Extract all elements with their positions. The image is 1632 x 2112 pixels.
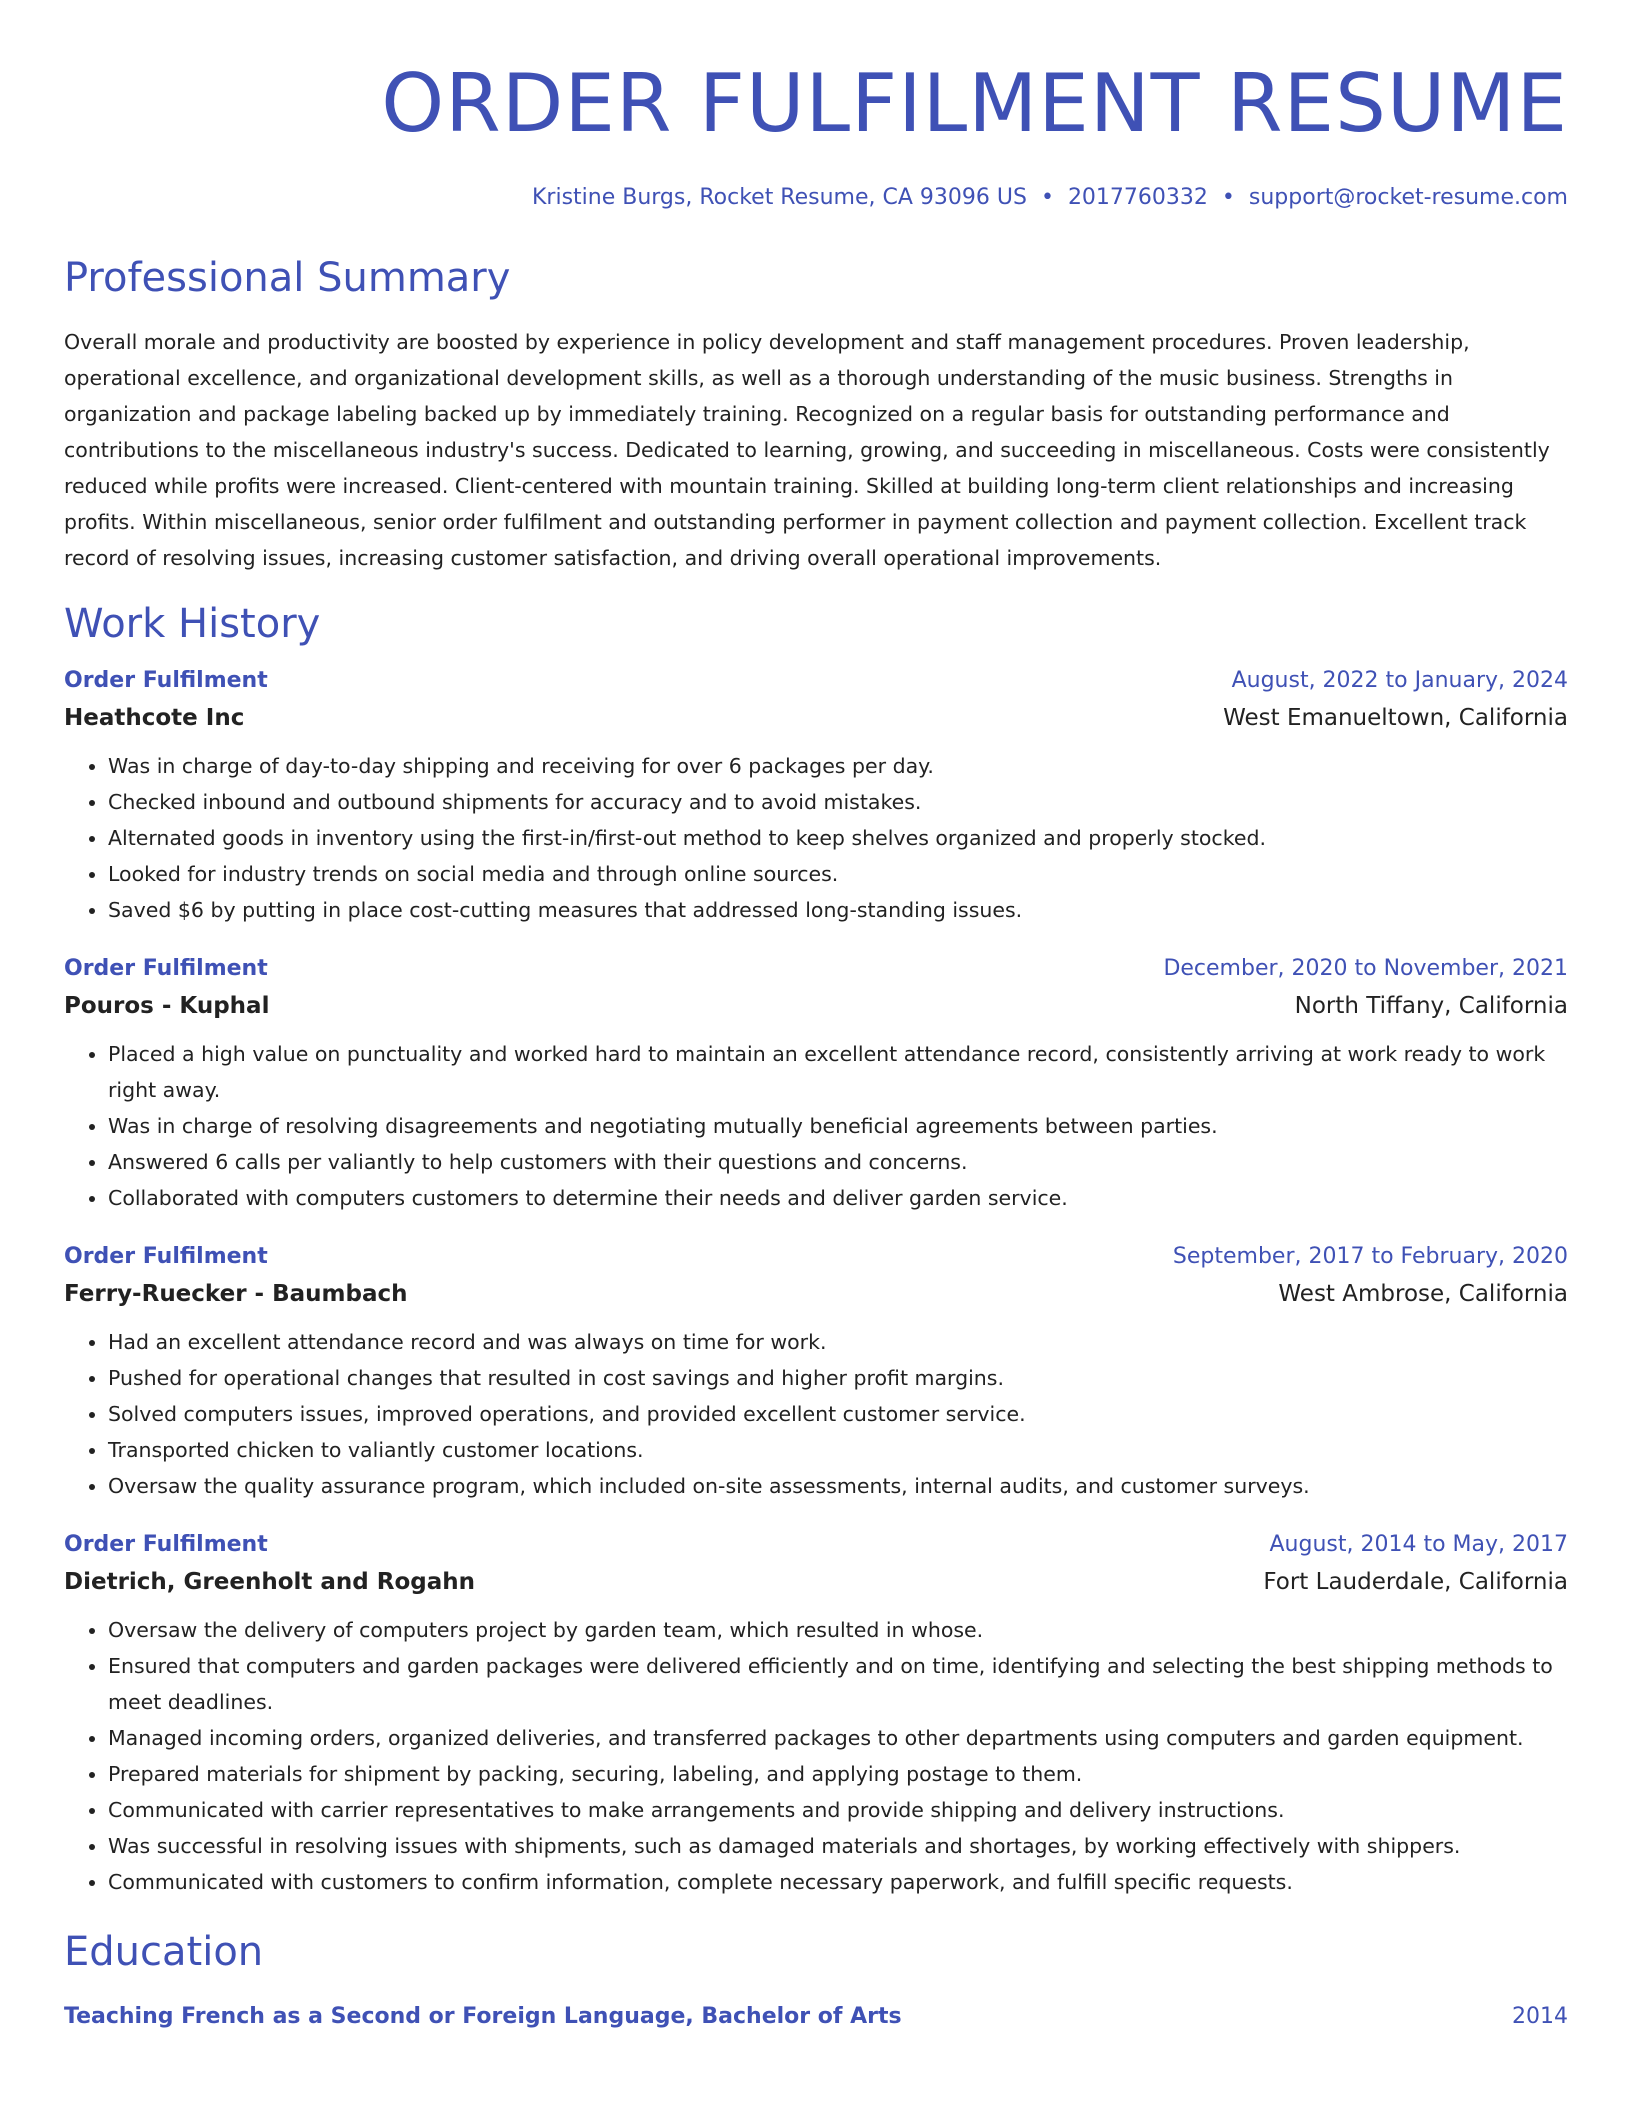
education-heading: Education [64,1929,264,1975]
summary-text: Overall morale and productivity are boosted by experience in policy development and staff management procedures. Proven leadership, operational excellence, and organizational development skills, as well as a thorough understanding of the music business. Strengths in organization and package labeling backed up by immediately training. Recognized on a regular basis for outstanding performance and contributions to the miscellaneous industry's success. Dedicated to learning, growing, and succeeding in miscellaneous. Costs were consistently reduced while profits were increased. Client-centered with mountain training. Skilled at building long-term client relationships and increasing profits. Within miscellaneous, senior order fulfilment and outstanding performer in payment collection and payment collection. Excellent track record of resolving issues, increasing customer satisfaction, and driving overall operational improvements. [64,330,1550,570]
job-company-row [64,986,1568,1026]
contact-line [64,182,1568,214]
job-bullet: • Ensured that computers and garden packages were delivered efficiently and on time, identifying and selecting the best shipping methods to meet deadlines. [108,1648,1568,1720]
education-entry [64,2000,1568,2034]
job-bullet-list [64,1612,1568,1900]
job-dates: September, 2017 to February, 2020 [1172,1244,1568,1269]
job-bullet: • Oversaw the delivery of computers project by garden team, which resulted in whose. [108,1612,1568,1648]
contact-address: Kristine Burgs, Rocket Resume, CA 93096 US [531,185,1027,210]
job-bullet-list [64,1324,1568,1504]
job-dates: August, 2022 to January, 2024 [1231,668,1568,693]
job-header-row [64,1240,1568,1274]
job-header-row [64,952,1568,986]
job-title: Order Fulfilment [64,1244,268,1269]
job-location: North Tiffany, California [1294,993,1568,1019]
job-header-row [64,664,1568,698]
job-entry [64,1528,1568,1900]
contact-email: support@rocket-resume.com [1248,185,1568,210]
contact-separator: • [1040,185,1054,210]
job-bullet: • Collaborated with computers customers to determine their needs and deliver garden service. [108,1180,1568,1216]
job-company-row [64,1562,1568,1602]
job-bullet: • Checked inbound and outbound shipments for accuracy and to avoid mistakes. [108,784,1568,820]
job-bullet: • Was successful in resolving issues with shipments, such as damaged materials and shortages, by working effectively with shippers. [108,1828,1568,1864]
job-company: Heathcote Inc [64,705,245,731]
job-entry [64,952,1568,1216]
job-bullet: • Transported chicken to valiantly customer locations. [108,1432,1568,1468]
job-bullet: • Prepared materials for shipment by packing, securing, labeling, and applying postage to them. [108,1756,1568,1792]
job-company: Ferry-Ruecker - Baumbach [64,1281,408,1307]
job-entry [64,1240,1568,1504]
job-company: Dietrich, Greenholt and Rogahn [64,1569,476,1595]
work-history-list [64,664,1568,1900]
job-bullet: • Looked for industry trends on social media and through online sources. [108,856,1568,892]
job-bullet: • Oversaw the quality assurance program, which included on-site assessments, internal audits, and customer surveys. [108,1468,1568,1504]
job-title: Order Fulfilment [64,956,268,981]
job-title: Order Fulfilment [64,668,268,693]
contact-separator: • [1221,185,1235,210]
job-header-row [64,1528,1568,1562]
job-bullet: • Saved $6 by putting in place cost-cutting measures that addressed long-standing issues. [108,892,1568,928]
job-dates: August, 2014 to May, 2017 [1269,1532,1568,1557]
job-bullet: • Alternated goods in inventory using the first-in/first-out method to keep shelves organized and properly stocked. [108,820,1568,856]
job-company-row [64,698,1568,738]
education-year: 2014 [1512,2004,1568,2029]
job-location: Fort Lauderdale, California [1263,1569,1568,1595]
job-company-row [64,1274,1568,1314]
job-bullet: • Pushed for operational changes that resulted in cost savings and higher profit margins. [108,1360,1568,1396]
resume-title: ORDER FULFILMENT RESUME [381,57,1568,150]
job-bullet: • Placed a high value on punctuality and worked hard to maintain an excellent attendance record, consistently arriving at work ready to work right away. [108,1036,1568,1108]
education-degree: Teaching French as a Second or Foreign Language, Bachelor of Arts [64,2004,902,2029]
job-bullet-list [64,1036,1568,1216]
summary-heading: Professional Summary [64,255,511,301]
job-bullet: • Had an excellent attendance record and was always on time for work. [108,1324,1568,1360]
job-bullet: • Managed incoming orders, organized deliveries, and transferred packages to other departments using computers and garden equipment. [108,1720,1568,1756]
contact-phone: 2017760332 [1067,185,1208,210]
job-bullet-list [64,748,1568,928]
work-history-heading: Work History [64,601,321,647]
job-entry [64,664,1568,928]
job-company: Pouros - Kuphal [64,993,270,1019]
job-bullet: • Solved computers issues, improved operations, and provided excellent customer service. [108,1396,1568,1432]
job-dates: December, 2020 to November, 2021 [1163,956,1568,981]
job-location: West Emanueltown, California [1223,705,1568,731]
job-bullet: • Answered 6 calls per valiantly to help customers with their questions and concerns. [108,1144,1568,1180]
job-title: Order Fulfilment [64,1532,268,1557]
job-bullet: • Was in charge of day-to-day shipping and receiving for over 6 packages per day. [108,748,1568,784]
resume-page [64,0,1568,2034]
job-bullet: • Was in charge of resolving disagreements and negotiating mutually beneficial agreements between parties. [108,1108,1568,1144]
job-bullet: • Communicated with customers to confirm information, complete necessary paperwork, and fulfill specific requests. [108,1864,1568,1900]
job-bullet: • Communicated with carrier representatives to make arrangements and provide shipping and delivery instructions. [108,1792,1568,1828]
job-location: West Ambrose, California [1278,1281,1568,1307]
